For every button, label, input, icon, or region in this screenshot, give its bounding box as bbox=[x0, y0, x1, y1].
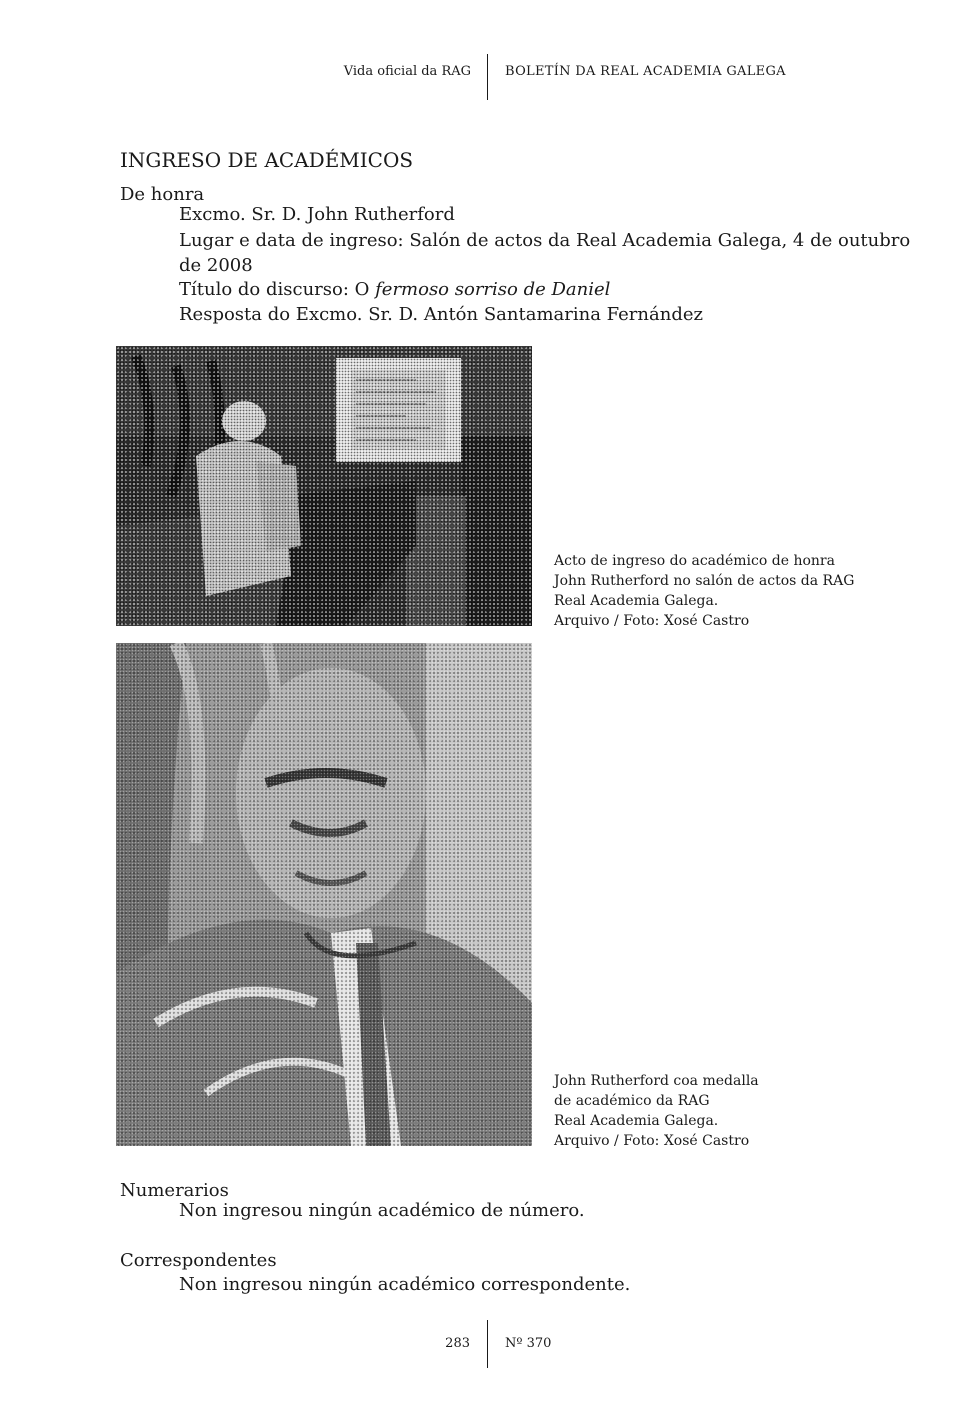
response-line: Resposta do Excmo. Sr. D. Antón Santamarina Fernández bbox=[179, 304, 703, 325]
header-divider bbox=[487, 54, 488, 100]
admission-place-date-cont: de 2008 bbox=[179, 255, 253, 276]
admission-place-date: Lugar e data de ingreso: Salón de actos da Real Academia Galega, 4 de outubro bbox=[179, 230, 911, 251]
ceremony-photo-caption bbox=[554, 551, 854, 631]
caption-line: Arquivo / Foto: Xosé Castro bbox=[554, 613, 750, 629]
numerarios-text: Non ingresou ningún académico de número. bbox=[179, 1200, 585, 1221]
academic-name: Excmo. Sr. D. John Rutherford bbox=[179, 204, 455, 225]
speech-title: fermoso sorriso de Daniel bbox=[375, 279, 611, 300]
caption-line: John Rutherford no salón de actos da RAG bbox=[554, 573, 855, 589]
caption-line: Arquivo / Foto: Xosé Castro bbox=[554, 1133, 750, 1149]
portrait-photo bbox=[116, 643, 532, 1146]
page-number: 283 bbox=[445, 1336, 470, 1351]
speech-title-label: Título do discurso: O bbox=[179, 279, 376, 300]
subsection-heading-correspondentes: Correspondentes bbox=[120, 1250, 277, 1271]
issue-number: Nº 370 bbox=[505, 1336, 552, 1351]
running-header-section: Vida oficial da RAG bbox=[343, 64, 471, 79]
correspondentes-text: Non ingresou ningún académico correspondente. bbox=[179, 1274, 631, 1295]
subsection-heading-numerarios: Numerarios bbox=[120, 1180, 229, 1201]
caption-line: de académico da RAG bbox=[554, 1093, 710, 1109]
ceremony-photo bbox=[116, 346, 532, 626]
portrait-photo-caption bbox=[554, 1071, 759, 1151]
running-header-publication: BOLETÍN DA REAL ACADEMIA GALEGA bbox=[505, 64, 786, 79]
caption-line: Real Academia Galega. bbox=[554, 593, 719, 609]
footer-divider bbox=[487, 1320, 488, 1368]
caption-line: John Rutherford coa medalla bbox=[554, 1073, 759, 1089]
section-title: INGRESO DE ACADÉMICOS bbox=[120, 148, 414, 172]
caption-line: Real Academia Galega. bbox=[554, 1113, 719, 1129]
speech-title-line bbox=[179, 279, 610, 300]
caption-line: Acto de ingreso do académico de honra bbox=[554, 553, 835, 569]
subsection-heading-honra: De honra bbox=[120, 184, 205, 205]
